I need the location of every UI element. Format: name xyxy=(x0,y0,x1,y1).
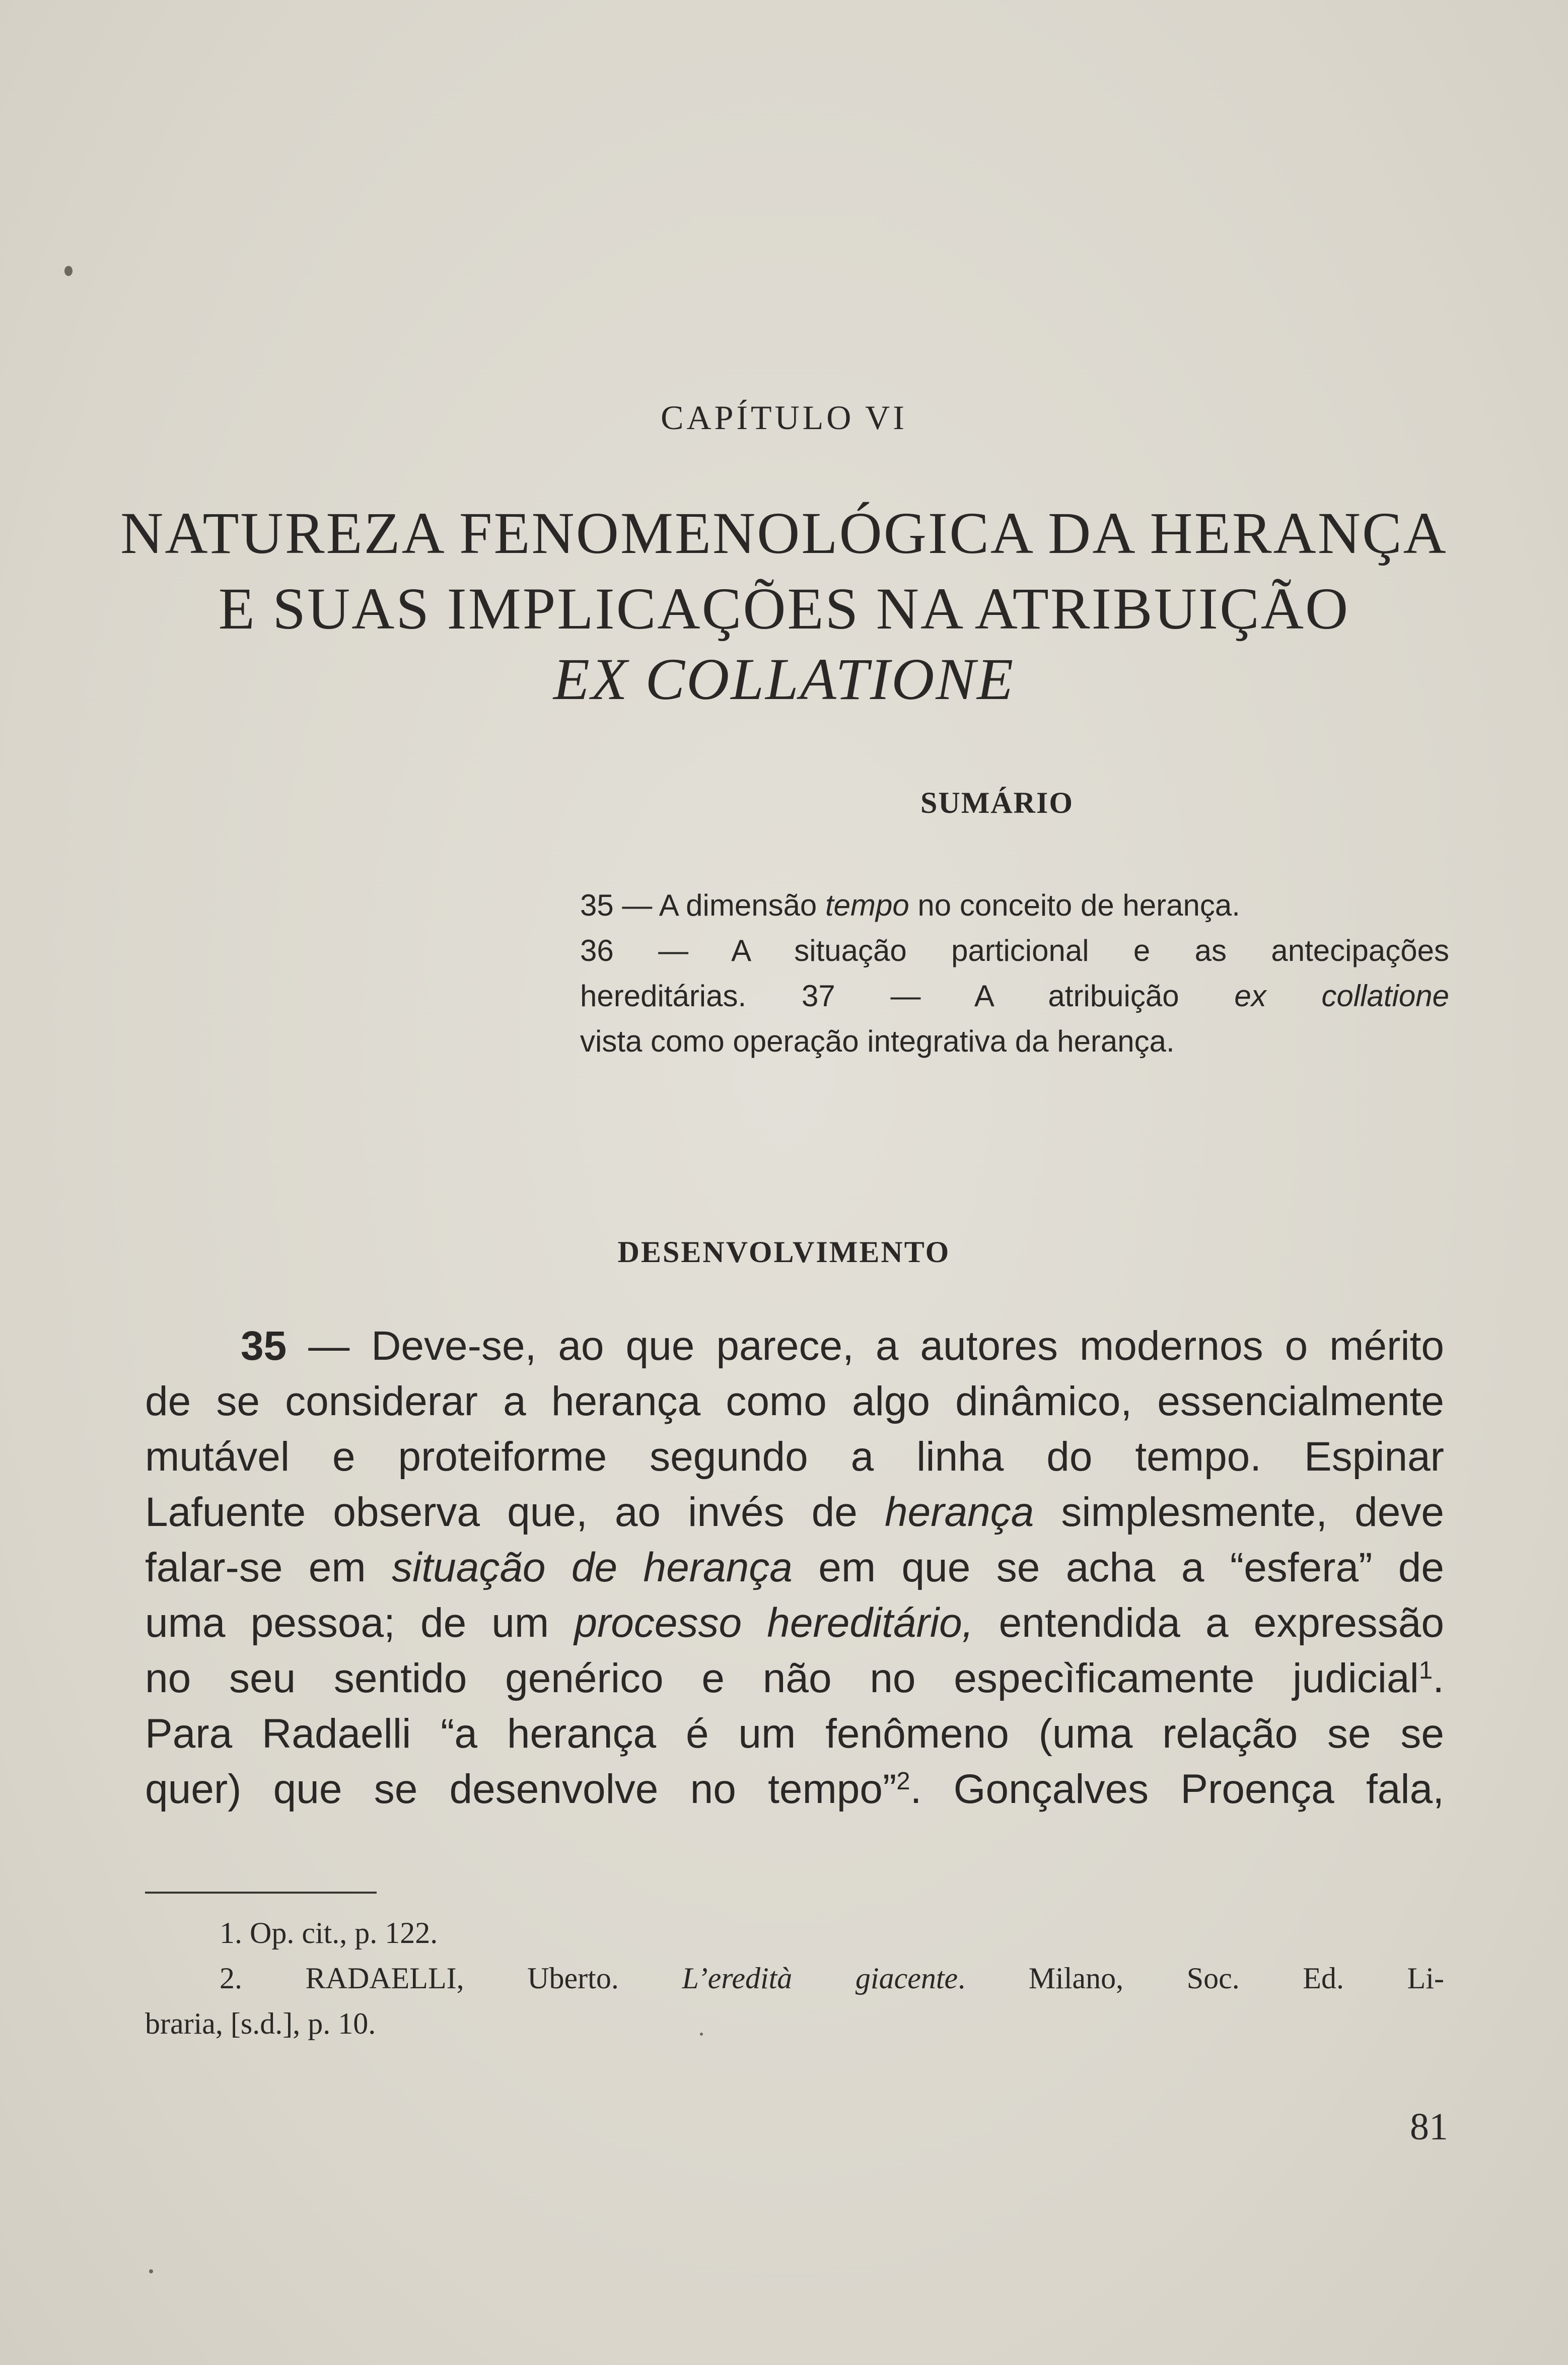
footnote-divider xyxy=(145,1892,377,1894)
chapter-title-line-1: NATUREZA FENOMENOLÓGICA DA HERANÇA xyxy=(120,500,1448,566)
summary-line: 35 — A dimensão tempo no conceito de herança. xyxy=(580,888,1240,922)
chapter-title-line-3: EX COLLATIONE xyxy=(553,646,1015,712)
ink-speck xyxy=(64,266,73,276)
paragraph-line: falar-se em situação de herança em que se acha a “esfera” de xyxy=(145,1545,1444,1590)
chapter-title-line-2: E SUAS IMPLICAÇÕES NA ATRIBUIÇÃO xyxy=(218,576,1350,642)
paragraph-line: Lafuente observa que, ao invés de herança simplesmente, deve xyxy=(145,1489,1444,1535)
summary-line: hereditárias. 37 — A atribuição ex collatione xyxy=(580,979,1449,1013)
footnote-2: 2. RADAELLI, Uberto. L’eredità giacente. Milano, Soc. Ed. Li- xyxy=(220,1962,1444,1995)
paragraph-line: quer) que se desenvolve no tempo”$^2$. Gonçalves Proença fala, xyxy=(145,1766,1444,1812)
footnote-2-continuation: braria, [s.d.], p. 10. xyxy=(145,2007,376,2040)
footnote-ref-1: 1 xyxy=(1418,1656,1433,1684)
chapter-label: CAPÍTULO VI xyxy=(661,398,907,437)
development-heading: DESENVOLVIMENTO xyxy=(617,1235,951,1269)
paragraph-line: Para Radaelli “a herança é um fenômeno (uma relação se se xyxy=(145,1711,1444,1757)
footnote-ref-2: 2 xyxy=(896,1767,910,1795)
paragraph-line: de se considerar a herança como algo dinâmico, essencialmente xyxy=(145,1378,1444,1424)
ink-speck xyxy=(149,2269,153,2273)
summary-line: 36 — A situação particional e as antecipações xyxy=(580,934,1449,967)
ink-speck xyxy=(700,2033,703,2036)
footnote-1: 1. Op. cit., p. 122. xyxy=(220,1916,438,1950)
summary-heading: SUMÁRIO xyxy=(920,786,1074,819)
paragraph-line: mutável e proteiforme segundo a linha do tempo. Espinar xyxy=(145,1434,1444,1480)
paragraph-line: 35 — Deve-se, ao que parece, a autores modernos o mérito xyxy=(241,1323,1444,1369)
paragraph-line: uma pessoa; de um processo hereditário, entendida a expressão xyxy=(145,1600,1445,1646)
page-number: 81 xyxy=(1410,2106,1448,2148)
paragraph-line: no seu sentido genérico e não no especìficamente judicial$^1$. xyxy=(145,1655,1444,1701)
summary-line: vista como operação integrativa da herança. xyxy=(580,1024,1175,1058)
